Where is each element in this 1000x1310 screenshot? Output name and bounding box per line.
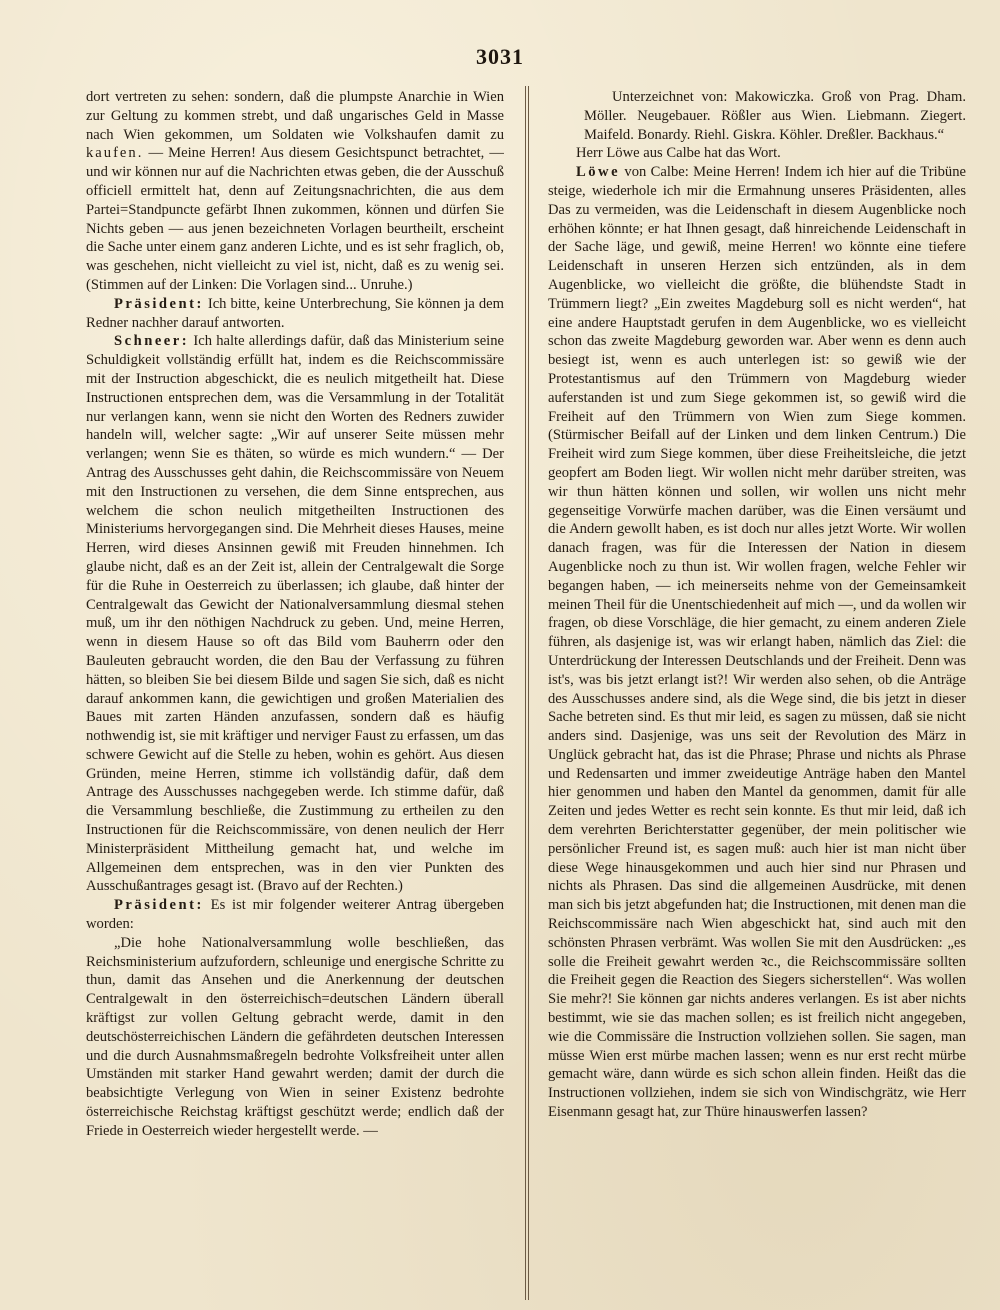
page-number: 3031	[476, 44, 524, 69]
paragraph: Herr Löwe aus Calbe hat das Wort.	[576, 145, 781, 162]
right-column	[548, 88, 966, 1300]
paragraph-text: Es ist mir folgender weiterer Antrag übergeben worden:	[86, 897, 504, 933]
paragraph-text: dort vertreten zu sehen: sondern, daß die plumpste Anarchie in Wien zur Geltung zu kommen strebt, und daß ungarisches Geld in Masse nach Wien gekommen, um Soldaten wie Volkshaufen damit zu	[86, 89, 504, 143]
paragraph	[86, 332, 504, 896]
signatories: Unterzeichnet von: Makowiczka. Groß von Prag. Dham. Möller. Neugebauer. Rößler aus Wien. Liebmann. Ziegert. Maifeld. Bonardy. Riehl. Giskra. Köhler. Dreßler. Backhaus.“	[584, 89, 966, 143]
motion-quote: „Die hohe Nationalversammlung wolle beschließen, das Reichsministerium aufzufordern, schleunige und energische Schritte zu thun, damit das Ansehen und die Anerkennung der deutschen Centralgewalt in den österreichisch=deutschen Ländern überall kräftigst zur vollen Geltung gebracht werde, damit in den deutschösterreichischen Ländern die gefährdeten deutschen Interessen und die durch Ausnahmsmaßregeln bedrohte Volksfreiheit unter allen Umständen mit starker Hand gewahrt werden; damit der durch die beabsichtigte Verlegung von Wien in seiner Existenz bedrohte österreichische Reichstag kräftigst geschützt werde; endlich daß der Friede in Oesterreich wieder hergestellt werde. —	[86, 934, 504, 1139]
speaker-name: Präsident:	[114, 897, 204, 914]
left-column	[86, 88, 504, 1300]
paragraph	[86, 295, 504, 333]
paragraph	[86, 88, 504, 295]
emphasized-word: kaufen.	[86, 145, 144, 162]
speaker-name: Präsident:	[114, 295, 204, 312]
column-divider	[525, 86, 526, 1300]
speaker-name: Löwe	[576, 164, 621, 181]
speaker-origin: von Calbe:	[624, 164, 689, 181]
column-divider	[528, 86, 529, 1300]
paragraph	[86, 896, 504, 934]
paragraph-text: Meine Herren! Indem ich hier auf die Tribüne steige, wiederhole ich mir die Ermahnung unseres Präsidenten, alles Das zu vermeiden, was die Leidenschaft in diesem Augenblicke noch erhöhen könnte; er hat Ihnen gesagt, daß hinreichende Leidenschaft in der Sache läge, und gewiß, meine Herren! wo könnte eine tiefere Leidenschaft in unseren Herzen sich entzünden, als in dem Augenblicke, wo vielleicht die größte, die blühendste Stadt in Trümmern liegt? „Ein zweites Magdeburg soll es nicht werden“, hat eine andere Hauptstadt gerufen in dem Augenblicke, wo es vielleicht schon das zweite Magdeburg geworden war. Aber wenn es denn auch besiegt ist, wenn es auch unterlegen ist: so gewiß wie der Protestantismus auf den Trümmern von Magdeburg wieder auferstanden ist und zum Siege gekommen ist, so gewiß wird die Freiheit auf den Trümmern von Wien zum Siege kommen. (Stürmischer Beifall auf der Linken und dem linken Centrum.) Die Freiheit wird zum Siege kommen, über diese Freiheitsleiche, die jetzt geopfert am Boden liegt. Wir wollen nicht mehr darüber streiten, was wir thun hätten können und sollen, wir wollen uns nicht mehr gegenseitige Vorwürfe machen darüber, was die Einen versäumt und die Andern gewollt haben, es ist doch nur alles jetzt Worte. Wir wollen danach fragen, was für die Interessen der Nation in diesem Augenblicke noch zu thun ist. Wir wollen fragen, welche Fehler wir begangen haben, — ich meinerseits nehme von der Gemeinsamkeit meinen Theil für die Unentschiedenheit auf mich —, und da wollen wir fragen, ob diese Vorschläge, die hier gemacht, zu einem anderen Ziele führen, als dasjenige ist, was wir erlangt haben, nämlich das Ziel: die Unterdrückung der Interessen Deutschlands und der Freiheit. Denn was ist's, was bis jetzt erlangt ist?! Wir werden also sehen, ob die Anträge des Ausschusses andere sind, als die Wege sind, die bis jetzt in dieser Sache betreten sind. Es thut mir leid, es sagen zu müssen, daß sie nicht anders sind. Dasjenige, was uns seit der Revolution des März in Unglück gebracht hat, das ist die Phrase; Phrase und nichts als Phrase und Redensarten und immer zweideutige Anträge haben den Mantel hier genommen und haben den Mantel da genommen, damit für alle Zeiten und jedes Wetter es recht sein konnte. Es thut mir leid, daß ich dem verehrten Berichterstatter gegenüber, der mein politischer wie persönlicher Freund ist, es sagen muß: auch hier ist man nicht über diese Wege hinausgekommen und auch hier sind nur Phrasen und nichts als Phrasen. Das sind die allgemeinen Ausdrücke, mit denen man sich bis jetzt abgefunden hat; die Instructionen, mit denen man die Reichscommissäre nach Wien abgeschickt hat, sind auch mit den schönsten Phrasen verbrämt. Was wollen Sie mit den Ausdrücken: „es solle die Freiheit gewahrt werden ꝛc., die Reichscommissäre sollten die Freiheit gegen die Reaction des Siegers sicherstellen“. Was wollen Sie mehr?! Sie können gar nichts anderes verlangen. Es ist aber nichts bestimmt, wie sie das machen sollen; es ist freilich nicht angegeben, wie die Commissäre die Instruction vollziehen sollen. Sie sagen, man müsse Wien erst mürbe machen lassen; wenn es nur erst recht mürbe gemacht wäre, dann würde es sich schon allein finden. Heißt das die Instructionen vollziehen, indem sie sich von Windischgrätz, wie Herr Eisenmann gesagt hat, zur Thüre hinauswerfen lassen?	[548, 164, 966, 1121]
speaker-name: Schneer:	[114, 333, 190, 350]
paragraph-text: Ich bitte, keine Unterbrechung, Sie können ja dem Redner nachher darauf antworten.	[86, 295, 504, 331]
paragraph-text: Ich halte allerdings dafür, daß das Ministerium seine Schuldigkeit vollständig erfüllt hat, indem es die Reichscommissäre mit der Instruction abgeschickt, die es neulich mitgetheilt hat. Diese Instructionen entsprechen dem, was die Versammlung in der Totalität nur verlangen kann, wenn sie nicht den Worten des Redners zuwider handeln will, welcher sagte: „Wir auf unserer Seite müssen mehr verlangen; wenn Sie es thäten, so würde es mich wundern.“ — Der Antrag des Ausschusses geht dahin, die Reichscommissäre von Neuem mit den Instructionen zu versehen, die dem Sinne entsprechen, aus welchem die schon neulich mitgetheilten Instructionen des Ministeriums hervorgegangen sind. Die Mehrheit dieses Hauses, meine Herren, wird dieses Ansinnen gewiß mit Freuden hinnehmen. Ich glaube nicht, daß es an der Zeit ist, allein der Centralgewalt die Sorge für die Ruhe in Oesterreich zu überlassen; ich glaube, daß hinter der Centralgewalt das Gewicht der Nationalversammlung diesmal stehen muß, um ihr den nöthigen Nachdruck zu geben. Und, meine Herren, wenn in diesem Hause so oft das Bild vom Bauherrn oder den Bauleuten gebraucht worden, die den Bau der Verfassung zu führen hätten, so bleiben Sie bei diesem Bilde und sagen Sie sich, daß es nicht darauf ankommen kann, die gewichtigen und großen Materialien des Baues mit zarten Händen anzufassen, sondern daß es häufig nothwendig ist, sie mit kräftiger und nerviger Faust zu erfassen, um das schwere Gewicht auf die Stelle zu heben, wohin es gehört. Aus diesen Gründen, meine Herren, stimme ich vollständig dafür, daß dem Antrage des Ausschusses nachgegeben werde. Ich stimme dafür, daß die Versammlung beschließe, die Zustimmung zu ertheilen zu den Instructionen für die Reichscommissäre, von denen neulich der Herr Ministerpräsident Mittheilung gemacht hat, und welche im Allgemeinen dem entsprechen, was in den vier Punkten des Ausschußantrages gesagt ist. (Bravo auf der Rechten.)	[86, 333, 504, 895]
paragraph	[548, 163, 966, 1122]
paragraph-text: — Meine Herren! Aus diesem Gesichtspunct betrachtet, — und wir können nur auf die Nachrichten etwas geben, die der Ausschuß officiell ermittelt hat, denn auf Zeitungsnachrichten, die aus dem Partei=Standpuncte gefärbt Ihnen zukommen, können und dürfen Sie Nichts geben — aus jenen bezeichneten Vorlagen beurtheilt, erscheint die Sache unter einem ganz anderen Lichte, und es ist sehr fraglich, ob, was geschehen, nicht vielleicht zu viel ist, nicht, daß es zu wenig sei. (Stimmen auf der Linken: Die Vorlagen sind... Unruhe.)	[86, 145, 504, 293]
